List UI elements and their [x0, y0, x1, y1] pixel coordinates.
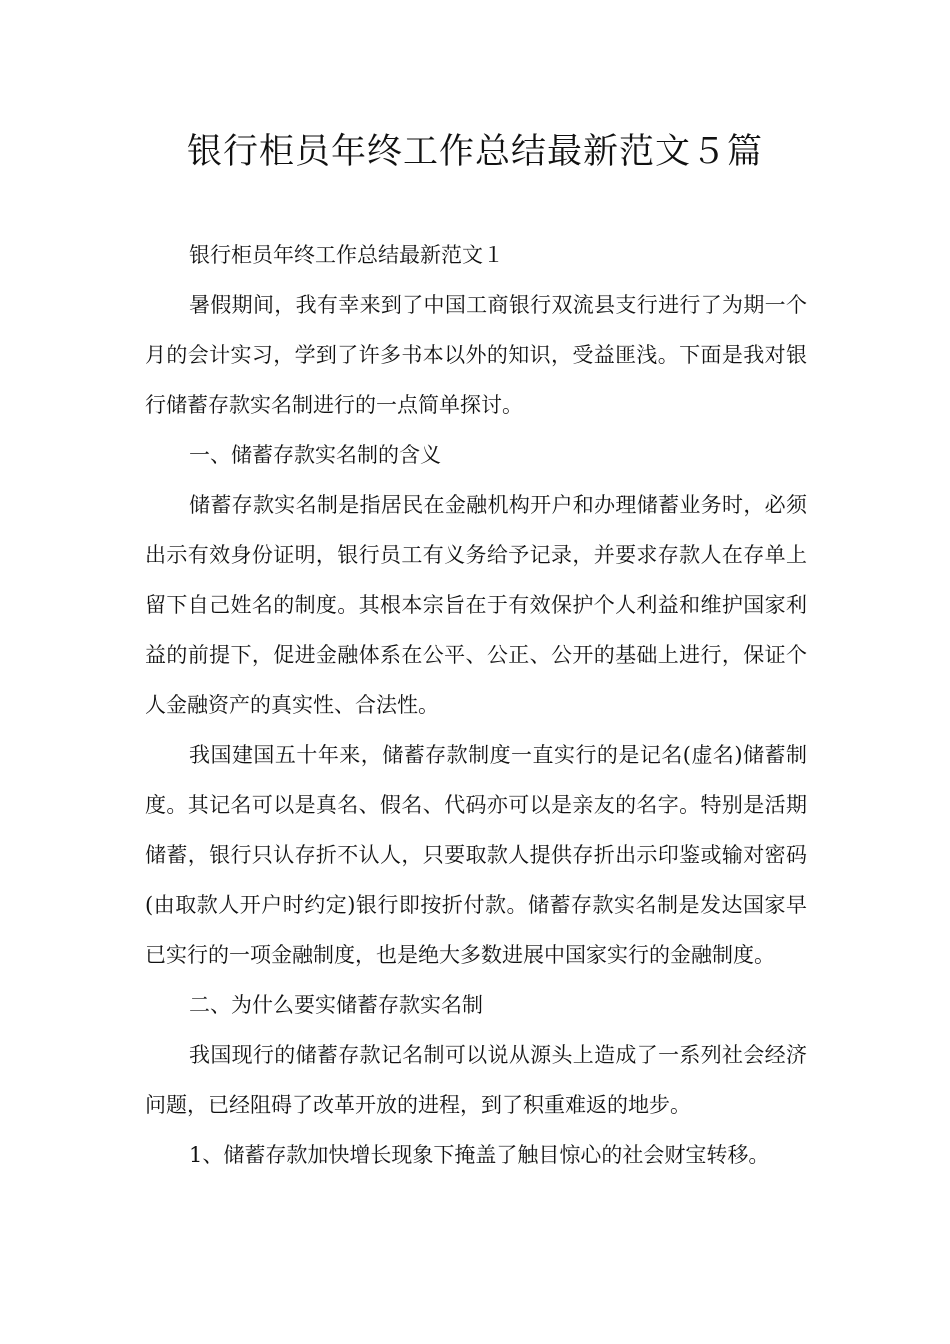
paragraph-problems: 我国现行的储蓄存款记名制可以说从源头上造成了一系列社会经济问题，已经阻碍了改革开放的进程，到了积重难返的地步。 — [145, 1043, 807, 1117]
paragraph-definition: 储蓄存款实名制是指居民在金融机构开户和办理储蓄业务时，必须出示有效身份证明，银行员工有义务给予记录，并要求存款人在存单上留下自己姓名的制度。其根本宗旨在于有效保护个人利益和维护国家利益的前提下，促进金融体系在公平、公正、公开的基础上进行，保证个人金融资产的真实性、合法性。 — [145, 493, 807, 717]
paragraph-point-1: 1、储蓄存款加快增长现象下掩盖了触目惊心的社会财宝转移。 — [189, 1143, 770, 1167]
section-title: 银行柜员年终工作总结最新范文１ — [189, 243, 504, 267]
document-title: 银行柜员年终工作总结最新范文５篇 — [186, 132, 763, 172]
heading-reasons: 二、为什么要实储蓄存款实名制 — [189, 993, 483, 1017]
document-body — [145, 230, 807, 1180]
paragraph-intro: 暑假期间，我有幸来到了中国工商银行双流县支行进行了为期一个月的会计实习，学到了许多书本以外的知识，受益匪浅。下面是我对银行储蓄存款实名制进行的一点简单探讨。 — [145, 293, 807, 417]
heading-definition: 一、储蓄存款实名制的含义 — [189, 443, 441, 467]
paragraph-history: 我国建国五十年来，储蓄存款制度一直实行的是记名(虚名)储蓄制度。其记名可以是真名、假名、代码亦可以是亲友的名字。特别是活期储蓄，银行只认存折不认人，只要取款人提供存折出示印鉴或输对密码(由取款人开户时约定)银行即按折付款。储蓄存款实名制是发达国家早已实行的一项金融制度，也是绝大多数进展中国家实行的金融制度。 — [145, 743, 807, 967]
